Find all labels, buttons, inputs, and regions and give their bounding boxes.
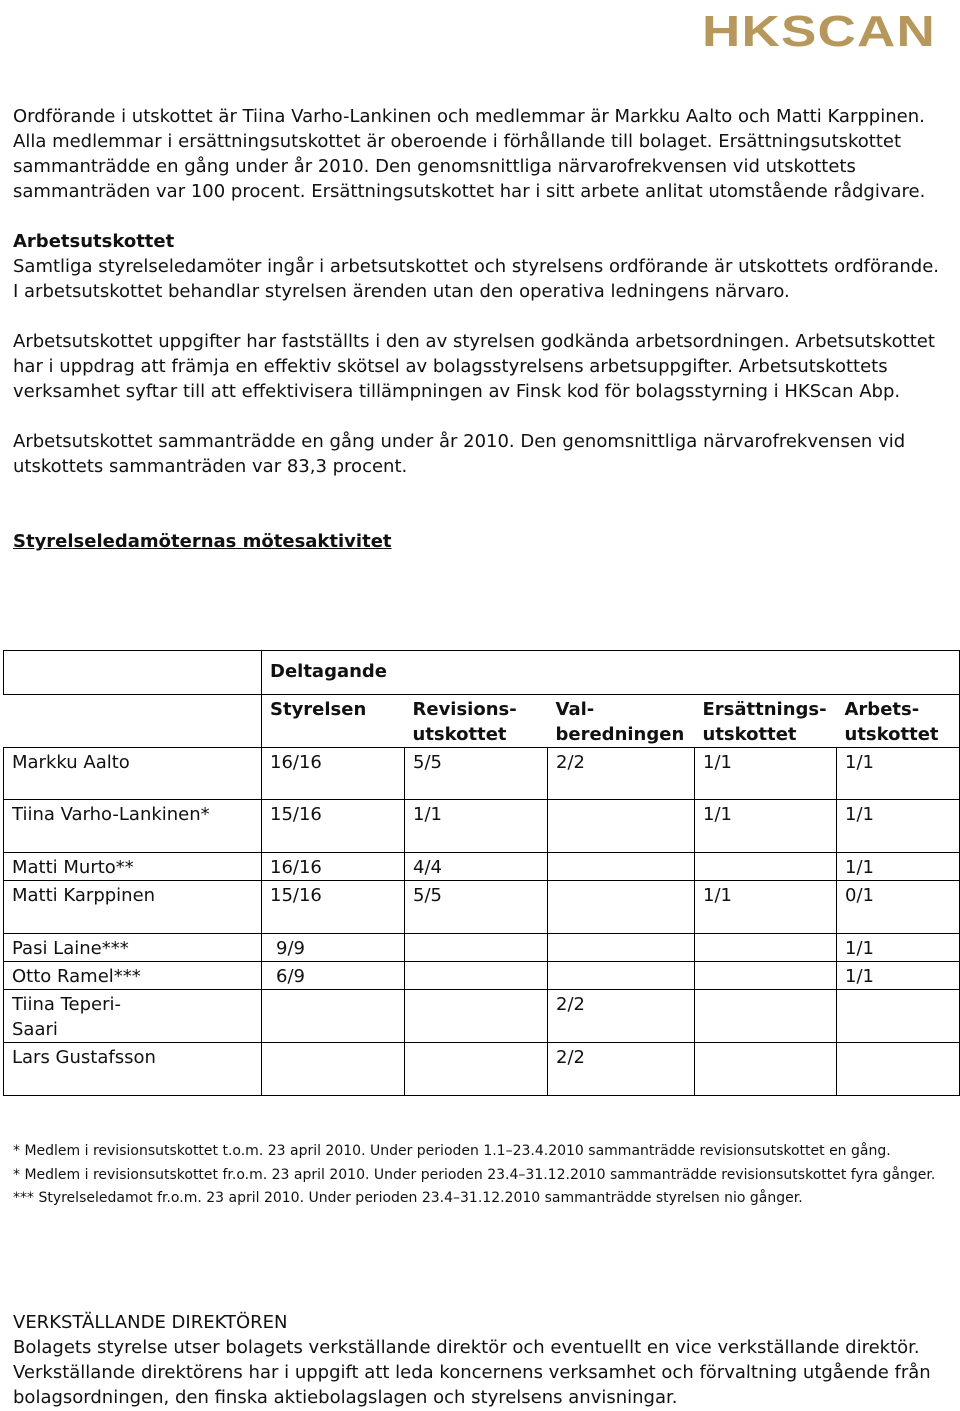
- vd-section: [13, 1310, 948, 1410]
- table-row: [4, 853, 960, 881]
- vd-paragraph: Bolagets styrelse utser bolagets verkställande direktör och eventuellt en vice verkställande direktör. Verkställande direktörens har i uppgift att leda koncernens verksamhet och förvaltning utgående från bolagsordningen, den finska aktiebolagslagen och styrelsens anvisningar.: [13, 1337, 931, 1408]
- member-name: Tiina Teperi- Saari: [4, 990, 262, 1043]
- revision-value: 5/5: [405, 748, 548, 800]
- val-value: [548, 853, 695, 881]
- table-header-columns: [4, 695, 960, 748]
- member-name: Markku Aalto: [4, 748, 262, 800]
- body-text: [13, 104, 948, 554]
- hkscan-logo: [700, 6, 940, 54]
- val-value: [548, 800, 695, 853]
- attendance-table: [3, 650, 960, 1096]
- arbets-value: 1/1: [837, 800, 960, 853]
- member-name: Matti Karppinen: [4, 881, 262, 934]
- member-name: Matti Murto**: [4, 853, 262, 881]
- table-row: [4, 990, 960, 1043]
- styrelsen-value: 16/16: [262, 748, 405, 800]
- styrelsen-value: 15/16: [262, 881, 405, 934]
- table-row: [4, 962, 960, 990]
- arbets-value: [837, 990, 960, 1043]
- member-name: Tiina Varho-Lankinen*: [4, 800, 262, 853]
- arbets-value: 0/1: [837, 881, 960, 934]
- footnote: *** Styrelseledamot fr.o.m. 23 april 2010. Under perioden 23.4–31.12.2010 sammanträdde styrelsen nio gånger.: [13, 1190, 803, 1206]
- arbetsutskottet-heading: Arbetsutskottet: [13, 231, 175, 252]
- val-value: [548, 962, 695, 990]
- styrelsen-value: [262, 1043, 405, 1096]
- footnote: * Medlem i revisionsutskottet fr.o.m. 23 april 2010. Under perioden 23.4–31.12.2010 sammanträdde revisionsutskottet fyra gånger.: [13, 1166, 936, 1183]
- revision-value: [405, 990, 548, 1043]
- ers-value: 1/1: [695, 800, 837, 853]
- col-arbetsutskottet: Arbets- utskottet: [837, 695, 960, 748]
- table-row: [4, 800, 960, 853]
- ers-value: [695, 962, 837, 990]
- footnote: * Medlem i revisionsutskottet t.o.m. 23 april 2010. Under perioden 1.1–23.4.2010 sammanträdde revisionsutskottet en gång.: [13, 1143, 891, 1159]
- col-styrelsen: Styrelsen: [262, 695, 405, 748]
- table-row: [4, 748, 960, 800]
- ers-value: 1/1: [695, 881, 837, 934]
- ers-value: [695, 853, 837, 881]
- table-corner-cell: [4, 651, 262, 695]
- arbets-value: 1/1: [837, 853, 960, 881]
- revision-value: [405, 962, 548, 990]
- styrelsen-value: 15/16: [262, 800, 405, 853]
- ers-value: [695, 1043, 837, 1096]
- col-valberedningen: Val- beredningen: [555, 699, 685, 745]
- vd-heading: VERKSTÄLLANDE DIREKTÖREN: [13, 1312, 288, 1333]
- val-value: 2/2: [548, 748, 695, 800]
- table-header-participants: [4, 651, 960, 695]
- arbets-value: 1/1: [837, 934, 960, 962]
- styrelsen-value: 16/16: [262, 853, 405, 881]
- footnotes: [13, 1140, 948, 1211]
- col-ersattningsutskottet: Ersättnings- utskottet: [702, 699, 827, 745]
- arbets-value: 1/1: [837, 962, 960, 990]
- arbetsutskottet-paragraph-2: Arbetsutskottet uppgifter har fastställts i den av styrelsen godkända arbetsordningen. Arbetsutskottet har i uppdrag att främja en effektiv skötsel av bolagsstyrelsens arbetsuppgifter. Arbetsutskottets verksamhet syftar till att effektivisera tillämpningen av Finsk kod för bolagsstyrning i HKScan Abp.: [13, 331, 935, 402]
- ers-value: [695, 934, 837, 962]
- styrelsen-value: 9/9: [262, 934, 405, 962]
- ers-value: 1/1: [695, 748, 837, 800]
- intro-paragraph: Ordförande i utskottet är Tiina Varho-Lankinen och medlemmar är Markku Aalto och Matti Karppinen. Alla medlemmar i ersättningsutskottet är oberoende i förhållande till bolaget. Ersättningsutskottet sammanträdde en gång under år 2010. Den genomsnittliga närvarofrekvensen vid utskottets sammanträden var 100 procent. Ersättningsutskottet har i sitt arbete anlitat utomstående rådgivare.: [13, 106, 926, 202]
- table-row: [4, 1043, 960, 1096]
- revision-value: 5/5: [405, 881, 548, 934]
- revision-value: [405, 934, 548, 962]
- member-name: Pasi Laine***: [4, 934, 262, 962]
- member-name: Otto Ramel***: [4, 962, 262, 990]
- logo-text: HKSCAN: [702, 7, 936, 54]
- table-row: [4, 881, 960, 934]
- revision-value: [405, 1043, 548, 1096]
- revision-value: 4/4: [405, 853, 548, 881]
- styrelsen-value: [262, 990, 405, 1043]
- val-value: [548, 934, 695, 962]
- col-revisionsutskottet: Revisions- utskottet: [412, 699, 517, 745]
- arbets-value: 1/1: [837, 748, 960, 800]
- meeting-activity-heading: Styrelseledamöternas mötesaktivitet: [13, 531, 392, 552]
- val-value: [548, 881, 695, 934]
- val-value: 2/2: [548, 990, 695, 1043]
- revision-value: 1/1: [405, 800, 548, 853]
- ers-value: [695, 990, 837, 1043]
- participants-label: Deltagande: [262, 651, 960, 695]
- val-value: 2/2: [548, 1043, 695, 1096]
- member-name: Lars Gustafsson: [4, 1043, 262, 1096]
- arbets-value: [837, 1043, 960, 1096]
- styrelsen-value: 6/9: [262, 962, 405, 990]
- arbetsutskottet-paragraph-3: Arbetsutskottet sammanträdde en gång under år 2010. Den genomsnittliga närvarofrekvensen vid utskottets sammanträden var 83,3 procent.: [13, 431, 906, 477]
- table-row: [4, 934, 960, 962]
- arbetsutskottet-paragraph-1: Samtliga styrelseledamöter ingår i arbetsutskottet och styrelsens ordförande är utskottets ordförande. I arbetsutskottet behandlar styrelsen ärenden utan den operativa ledningens närvaro.: [13, 256, 940, 302]
